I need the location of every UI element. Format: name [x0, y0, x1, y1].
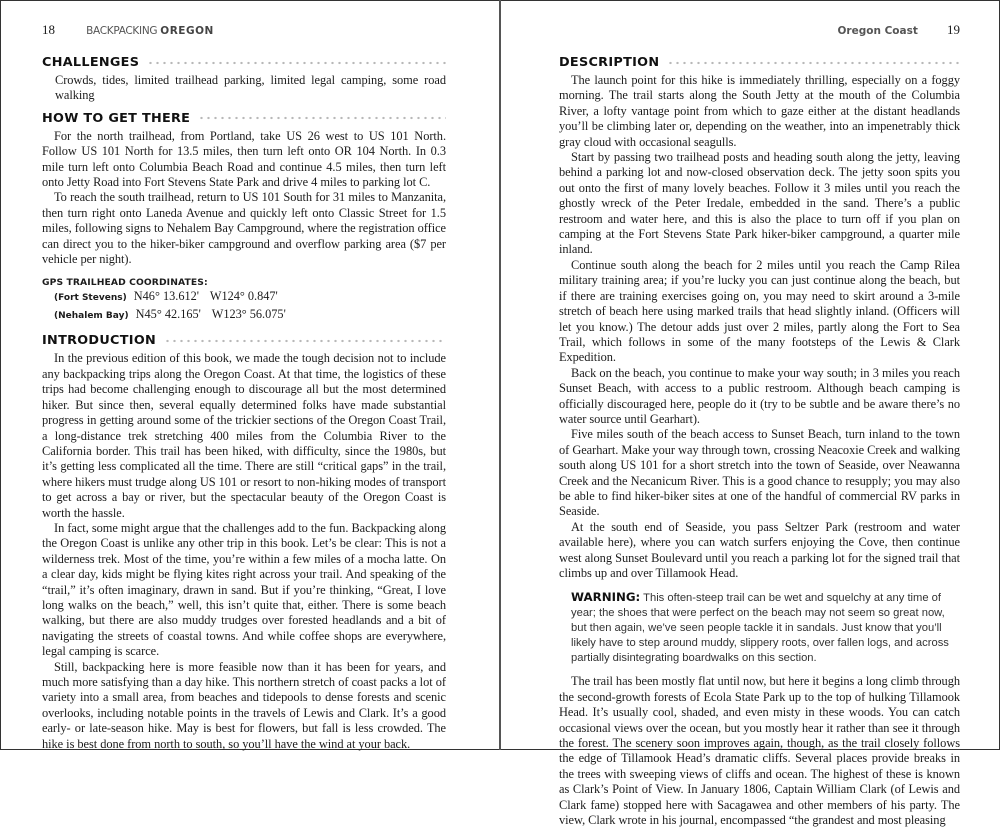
left-page — [0, 0, 499, 750]
gps-lon: W124° 0.847' — [209, 289, 278, 304]
paragraph: To reach the south trailhead, return to US 101 South for 31 miles to Manzanita, then turn right onto Laneda Avenue and quickly left onto Classic Street for 1.5 miles, following signs to Nehalem Bay Campground, where the registration office can direct you to the hiker-biker campground and overflow parking area ($7 per vehicle per night). — [42, 190, 446, 267]
challenges-text: Crowds, tides, limited trailhead parking, limited legal camping, some road walking — [55, 73, 446, 103]
section-heading: CHALLENGES — [42, 54, 446, 71]
paragraph: At the south end of Seaside, you pass Seltzer Park (restroom and water available here), where you can watch surfers enjoying the Cove, then continue west along Sunset Boulevard until you reach a parking lot for the signed trail that climbs up and over Tillamook Head. — [559, 519, 960, 580]
paragraph: Still, backpacking here is more feasible now than it has been for years, and much more satisfying than a day hike. This northern stretch of coast packs a lot of variety into a small area, from beaches and tidepools to dense forests and scenic overlooks, including notable points in the travels of Lewis and Clark. It’s a good early- or late-season hike. May is best for flowers, but fall is less crowded. The hike is best done from north to south, so you’ll have the wind at your back. — [42, 659, 446, 751]
warning-label: WARNING: — [571, 590, 641, 605]
paragraph: Start by passing two trailhead posts and heading south along the jetty, leaving behind a parking lot and now-closed observation deck. The jetty soon spits you out onto the first of many lovely beaches. Follow it 3 miles until you reach the ghostly wreck of the Peter Iredale, embedded in the sand. There’s a public restroom and water here, and this is also the place to turn off if you plan on camping at the Fort Stevens State Park hiker-biker campground, a quarter mile inland. — [559, 150, 960, 257]
gps-lat: N46° 13.612' — [133, 289, 199, 304]
section-heading: INTRODUCTION — [42, 332, 446, 349]
right-page — [501, 0, 1000, 828]
dotted-rule — [667, 61, 960, 65]
gps-label: (Fort Stevens) — [54, 293, 127, 304]
dotted-rule — [164, 339, 446, 343]
paragraph: Back on the beach, you continue to make your way south; in 3 miles you reach Sunset Beach, with access to a public restroom. Although beach camping is officially discouraged here, people do it (try to be subtle and be aware there’s no water source until Gearhart). — [559, 365, 960, 426]
gps-title: GPS TRAILHEAD COORDINATES: — [42, 277, 208, 289]
chapter-title: Oregon Coast — [837, 25, 918, 37]
gps-row — [42, 288, 446, 306]
paragraph: The trail has been mostly flat until now, but here it begins a long climb through the second-growth forests of Ecola State Park up to the top of hulking Tillamook Head. It’s usually cool, shaded, and even misty in these woods. You can catch occasional views over the ocean, but you mostly hear it rather than see it through the forest. The scenery soon improves again, though, as the trail closely follows the edge of Tillamook Head’s dramatic cliffs. Several places provide breaks in the trees with sweeping views of cliffs and ocean. The highest of these is known as Clark’s Point of View. In January 1806, Captain William Clark (of Lewis and Clark fame) stopped here with Sacagawea and other members of his party. The view, Clark wrote in his journal, encompassed “the grandest and most pleasing — [559, 674, 960, 828]
right-running-head — [838, 22, 961, 38]
right-content — [559, 54, 960, 828]
dotted-rule — [147, 61, 446, 65]
gps-label: (Nehalem Bay) — [54, 311, 129, 322]
paragraph: Five miles south of the beach access to Sunset Beach, turn inland to the town of Gearhart. Make your way through town, crossing Neacoxie Creek and walking south along US 101 for a short stretch into the town of Seaside, over Neawanna Creek and the Necanicum River. This is a good chance to resupply; you may also be able to find hiker-biker sites at one of the handful of commercial RV parks in Seaside. — [559, 427, 960, 519]
paragraph: In fact, some might argue that the challenges add to the fun. Backpacking along the Oregon Coast is unlike any other trip in this book. Let’s be clear: This is not a wilderness trek. Most of the time, you’re within a few miles of a mocha latte. On a clear day, kids might be flying kites right across your trail. And speaking of the “trail,” it’s often imaginary, drawn in sand. But if you’re thinking, “Great, I love long walks on the beach,” well, this isn’t quite that, either. There is some beach walking, but there are also muddy trudges over forested headlands and a bit of navigating the streets of coastal towns. And while coffee shops are everywhere, legal camping is scarce. — [42, 520, 446, 659]
gps-lat: N45° 42.165' — [135, 307, 201, 322]
page-number: 19 — [947, 22, 960, 37]
left-content — [42, 54, 446, 758]
gps-lon: W123° 56.075' — [211, 307, 286, 322]
left-running-head — [42, 22, 214, 38]
paragraph: Continue south along the beach for 2 miles until you reach the Camp Rilea military training area; if you’re lucky you can just continue along the beach, but if there are training exercises going on, you may need to skirt around a 3-mile stretch of beach here using marked trails that head slightly inland. (Officers will let you know.) The detour adds just over 2 miles, partly along the Fort to Sea Trail, which follows in some of the many footsteps of the Lewis & Clark Expedition. — [559, 257, 960, 365]
page-number: 18 — [42, 22, 55, 37]
section-heading: DESCRIPTION — [559, 54, 960, 71]
how-to-get-there-section — [42, 110, 446, 325]
gps-row — [42, 306, 446, 324]
paragraph: The launch point for this hike is immediately thrilling, especially on a foggy morning. The trail starts along the South Jetty at the mouth of the Columbia River, a lofty vantage point from which to gaze either at the distant headlands you’ll be climbing later or, depending on the weather, into an impenetrably thick gray cloud with occasional seagulls. — [559, 73, 960, 149]
introduction-section — [42, 332, 446, 752]
paragraph: In the previous edition of this book, we made the tough decision not to include any backpacking trips along the Oregon Coast. At that time, the logistics of these trips had become challenging enough to discourage all but the most determined hiker. But since then, several equally determined folks have made substantial progress in getting around some of the trickier sections of the Oregon Coast Trail, a long-distance trek stretching 400 miles from the Columbia River to the California border. This trail has been hiked, with difficulty, since the 1980s, but it’s getting less complicated all the time. There are still “critical gaps” in the trail, where hikers must trudge along US 101 or resort to non-hiking modes of transport to get across a bay or river, but the spectacular beauty of the Oregon Coast is worth the hassle. — [42, 351, 446, 520]
book-title: BACKPACKING OREGON — [86, 25, 214, 37]
challenges-section — [42, 54, 446, 104]
warning-text: This often-steep trail can be wet and squelchy at any time of year; the shoes that were perfect on the beach may not seem so great now, but then again, we’ve seen people tackle it in sandals. Just know that you’ll likely have to step around muddy, slippery roots, over fallen logs, and across partially disintegrating boardwalks on this section. — [571, 592, 949, 665]
warning-callout — [571, 590, 952, 666]
section-heading: HOW TO GET THERE — [42, 110, 446, 127]
paragraph: For the north trailhead, from Portland, take US 26 west to US 101 North. Follow US 101 North for 13.5 miles, then turn left onto OR 104 North. In 0.3 mile turn left onto Columbia Beach Road and continue 4.5 miles, then turn left onto Jetty Road into Fort Stevens State Park and drive 4 miles to parking lot C. — [42, 128, 446, 190]
dotted-rule — [198, 116, 446, 120]
